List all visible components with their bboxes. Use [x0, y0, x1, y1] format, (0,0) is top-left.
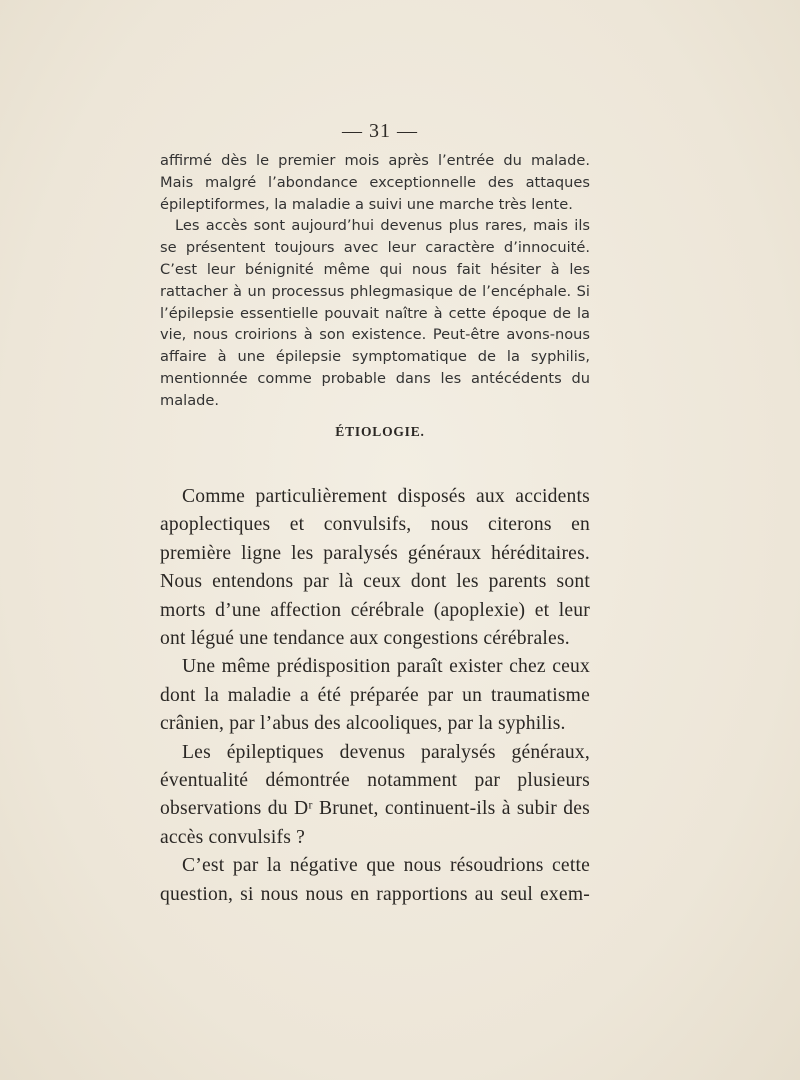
body-paragraph: Une même prédisposition paraît exister chez ceux dont la maladie a été préparée par un traumatisme crânien, par l’abus des alcooliques, par la syphilis.: [160, 656, 590, 735]
section-heading: ÉTIOLOGIE.: [335, 424, 425, 439]
intro-paragraph: affirmé dès le premier mois après l’entrée du malade. Mais malgré l’abondance exceptionnelle des attaques épileptiformes, la maladie a suivi une marche très lente.: [160, 152, 590, 213]
intro-paragraph: Les accès sont aujourd’hui devenus plus rares, mais ils se présentent toujours avec leur caractère d’innocuité. C’est leur bénignité même qui nous fait hésiter à les rattacher à un processus phlegmasique de l’encéphale. Si l’épilepsie essentielle pouvait naître à cette époque de la vie, nous croirions à son existence. Peut-être avons-nous affaire à une épilepsie symptomatique de la syphilis, mentionnée comme probable dans les antécédents du malade.: [160, 217, 590, 409]
body-paragraph: Les épileptiques devenus paralysés généraux, éventualité démontrée notamment par plusieurs observations du Dʳ Brunet, continuent-ils à subir des accès convulsifs ?: [160, 741, 590, 848]
body-text: [160, 483, 590, 909]
intro-text: [160, 150, 590, 412]
body-paragraph: C’est par la négative que nous résoudrions cette question, si nous nous en rapportions au seul exem-: [160, 855, 590, 905]
body-paragraph: Comme particulièrement disposés aux accidents apoplectiques et convulsifs, nous citerons en première ligne les paralysés généraux héréditaires. Nous entendons par là ceux dont les parents sont morts d’une affection cérébrale (apoplexie) et leur ont légué une tendance aux congestions cérébrales.: [160, 486, 590, 650]
page-number: — 31 —: [342, 120, 418, 142]
